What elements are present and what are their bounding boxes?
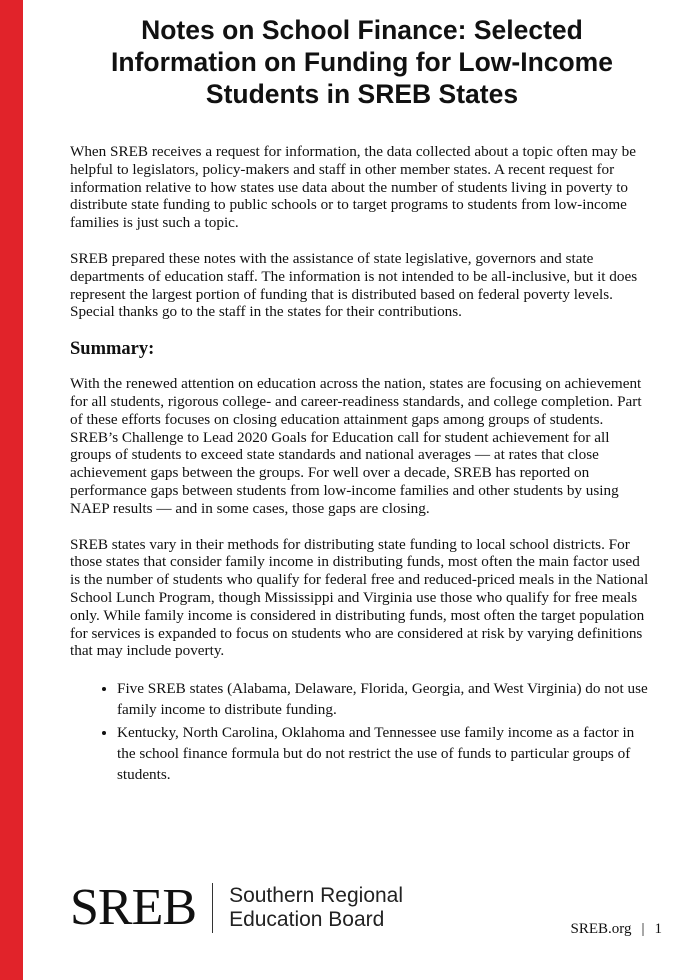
org-name [229, 884, 403, 932]
red-side-bar [0, 0, 23, 980]
sreb-logo [70, 880, 403, 936]
page-number: 1 [654, 921, 662, 937]
state-bullet-list [70, 678, 652, 785]
summary-paragraph-2: SREB states vary in their methods for distributing state funding to local school districts. For those states that consider family income in distributing funds, most often the main factor used is the number of students who qualify for federal free and reduced-priced meals in the National School Lunch Program, though Mississippi and Virginia use those who qualify for free meals only. While family income is considered in distributing funds, most often the target population for services is expanded to focus on students who are considered at risk by varying definitions that may include poverty. [70, 535, 649, 660]
summary-heading: Summary: [70, 339, 155, 360]
document-body [70, 143, 652, 787]
sreb-logo-mark: SREB [70, 879, 197, 936]
page-footer [570, 921, 662, 938]
logo-divider [212, 883, 213, 933]
org-name-line-1: Southern Regional [229, 884, 404, 907]
document-title: Notes on School Finance: Selected Information on Funding for Low-Income Students in SREB States [111, 15, 613, 109]
intro-paragraph-1: When SREB receives a request for information, the data collected about a topic often may be helpful to legislators, policy-makers and staff in other member states. A recent request for information relative to how states use data about the number of students living in poverty to distribute state funding to public schools or to target programs to students from low-income families is just such a topic. [70, 143, 636, 232]
intro-paragraph-2: SREB prepared these notes with the assistance of state legislative, governors and state departments of education staff. The information is not intended to be all-inclusive, but it does represent the largest portion of funding that is distributed based on federal poverty levels. Special thanks go to the staff in the states for their contributions. [70, 249, 638, 321]
footer-separator: | [641, 921, 645, 937]
org-name-line-2: Education Board [229, 908, 385, 931]
bullet-item: • Five SREB states (Alabama, Delaware, Florida, Georgia, and West Virginia) do not use family income to distribute funding. [117, 678, 652, 720]
site-link[interactable]: SREB.org [570, 921, 632, 937]
bullet-item: • Kentucky, North Carolina, Oklahoma and Tennessee use family income as a factor in the school finance formula but do not restrict the use of funds to particular groups of students. [117, 722, 652, 785]
summary-paragraph-1: With the renewed attention on education across the nation, states are focusing on achievement for all students, rigorous college- and career-readiness standards, and college completion. Part of these efforts focuses on closing education attainment gaps among groups of students. SREB’s Challenge to Lead 2020 Goals for Education call for student achievement for all groups of students to exceed state standards and national averages — at rates that close achievement gaps between the groups. For well over a decade, SREB has reported on performance gaps between students from low-income families and other students by using NAEP results — and in some cases, those gaps are closing. [70, 375, 642, 517]
